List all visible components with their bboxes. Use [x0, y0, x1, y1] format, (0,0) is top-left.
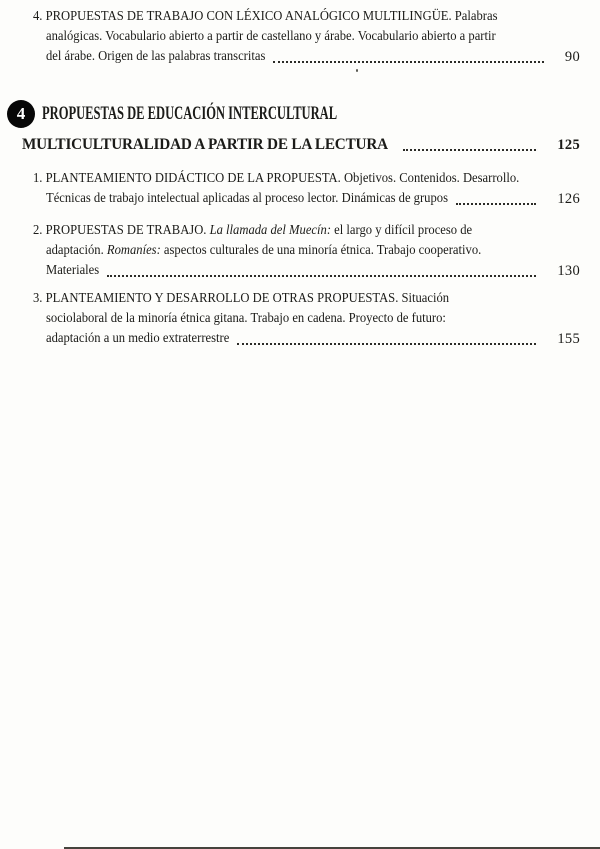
toc-entry-line [33, 221, 580, 241]
scan-speck [356, 69, 358, 72]
previous-section-entry [0, 7, 600, 67]
toc-entry-line [46, 189, 580, 209]
toc-entry [33, 221, 580, 281]
toc-entry-text: 3. PLANTEAMIENTO Y DESARROLLO DE OTRAS PROPUESTAS. Situación [33, 291, 450, 306]
toc-entry-line [46, 27, 580, 47]
page-number: 155 [557, 331, 580, 347]
toc-entry-text-italic: Romaníes: [106, 243, 161, 258]
page-number: 125 [557, 137, 580, 153]
toc-entry [33, 289, 580, 349]
toc-entry-text: el largo y difícil proceso de [331, 223, 473, 238]
toc-entry-text: 2. PROPUESTAS DE TRABAJO. [33, 223, 210, 238]
page-number: 126 [557, 191, 580, 207]
page-number: 130 [557, 263, 580, 279]
toc-entry-line-text [33, 7, 497, 27]
dot-leader [456, 203, 536, 205]
toc-entry-text: analógicas. Vocabulario abierto a partir de castellano y árabe. Vocabulario abierto a partir [46, 29, 496, 44]
toc-entry-text: sociolaboral de la minoría étnica gitana. Trabajo en cadena. Proyecto de futuro: [46, 311, 446, 326]
toc-entry-line [33, 289, 580, 309]
toc-entry-line-text [46, 309, 446, 329]
toc-entry-text: adaptación. [46, 243, 107, 258]
toc-entry-line-text [33, 221, 472, 241]
dot-leader [403, 149, 536, 151]
toc-entry-line-text [46, 47, 265, 67]
toc-entry-text: adaptación a un medio extraterrestre [46, 331, 230, 346]
toc-entry-text-italic: La llamada del Muecín: [209, 223, 332, 238]
toc-entry-text: aspectos culturales de una minoría étnica. Trabajo cooperativo. [160, 243, 482, 258]
page-number: 90 [564, 49, 580, 65]
toc-entry-line [33, 169, 580, 189]
toc-entry-line-text [46, 27, 496, 47]
toc-entry-line [33, 7, 580, 27]
chapter-row [22, 135, 580, 155]
dot-leader [107, 275, 536, 277]
toc-entry [33, 169, 580, 209]
dot-leader [273, 61, 544, 63]
section-title: PROPUESTAS DE EDUCACIÓN INTERCULTURAL [42, 102, 338, 124]
toc-entry-line [46, 261, 580, 281]
chapter-title: MULTICULTURALIDAD A PARTIR DE LA LECTURA [22, 136, 388, 153]
toc-entry-text: Técnicas de trabajo intelectual aplicadas al proceso lector. Dinámicas de grupos [46, 191, 448, 206]
toc-entry-line-text [46, 241, 481, 261]
toc-entry-line [46, 241, 580, 261]
toc-entry-text: Materiales [46, 263, 100, 278]
toc-entry-line-text [33, 169, 519, 189]
toc-entry [33, 7, 580, 67]
toc-entry-line [46, 329, 580, 349]
toc-entry-text: 1. PLANTEAMIENTO DIDÁCTICO DE LA PROPUESTA. Objetivos. Contenidos. Desarrollo. [33, 171, 520, 186]
toc-entries [0, 169, 600, 349]
toc-entry-line [46, 309, 580, 329]
toc-entry-line-text [46, 329, 229, 349]
dot-leader [237, 343, 536, 345]
toc-entry-line-text [33, 289, 449, 309]
toc-entry-line-text [46, 261, 99, 281]
toc-entry-line [46, 47, 580, 67]
toc-entry-text: 4. PROPUESTAS DE TRABAJO CON LÉXICO ANALÓGICO MULTILINGÜE. Palabras [33, 9, 498, 24]
section-number-badge: 4 [7, 100, 35, 128]
toc-entry-line-text [46, 189, 448, 209]
section-header [7, 99, 600, 128]
toc-entry-text: del árabe. Origen de las palabras transcritas [46, 49, 266, 64]
